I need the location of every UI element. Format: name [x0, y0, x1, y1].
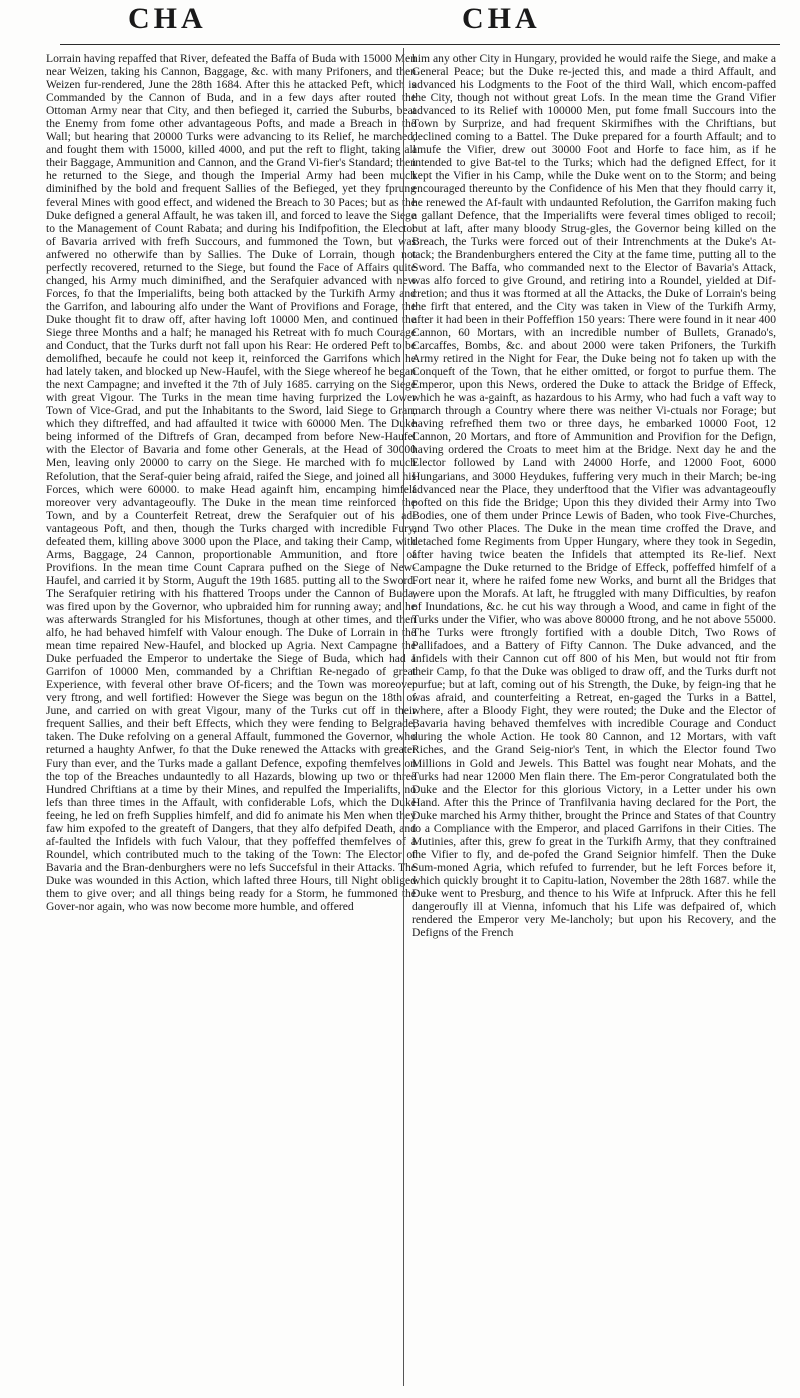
column-divider — [403, 48, 404, 1386]
running-head-left: CHA — [128, 2, 207, 35]
header-rule — [60, 44, 780, 45]
running-head-right: CHA — [462, 2, 541, 35]
left-column-text: Lorrain having repaffed that River, defeated the Baffa of Buda with 15000 Men near Weizen, taking his Cannon, Baggage, &c. with many Prifoners, and then Weizen fur-rendered, June the 28th 1684. After this he attacked Peft, which is Commanded by the Cannon of Buda, and in a few days after routed the Ottoman Army near that City, and then befieged it, carried the Suburbs, beat the Enemy from fome other advantageous Pofts, and made a Breach in the Wall; but hearing that 20000 Turks were advancing to its Relief, he marched, and fought them with 15000, killed 4000, and put the reft to flight, taking all their Baggage, Ammunition and Cannon, and the Grand Vi-fier's Standard; then he returned to the Siege, and though the Imperial Army had been much diminifhed by the bold and frequent Sallies of the Befieged, yet they fprung feveral Mines with good effect, and widened the Breach to 30 Paces; but as the Duke defigned a general Affault, he was taken ill, and forced to leave the Siege to the Management of Count Rabata; and during his Indifpofition, the Elector of Bavaria arrived with frefh Succours, and fummoned the Town, but was anfwered no otherwife than by Sallies. The Duke of Lorrain, though not perfectly recovered, returned to the Siege, but found the Face of Affairs quite changed, his Army much diminifhed, and the Serafquier advanced with new Forces, fo that the Imperialifts, being both attacked by the Turkifh Army and the Garrifon, and labouring alfo under the Want of Provifions and Forage, the Duke thought fit to draw off, after having loft 10000 Men, and continued the Siege three Months and a half; he managed his Retreat with fo much Courage and Conduct, that the Turks durft not fall upon his Rear: He ordered Peft to be demolifhed, becaufe he could not keep it, reinforced the Garrifons which he had lately taken, and blocked up New-Haufel, with the Siege whereof he began the next Campagne; and invefted it the 7th of July 1685. carrying on the Siege with great Vigour. The Turks in the mean time having furprized the Lower Town of Vice-Grad, and put the Inhabitants to the Sword, laid Siege to Gran, which they diftreffed, and had affaulted it twice with 60000 Men. The Duke being informed of the Diftrefs of Gran, decamped from before New-Haufel with the Elector of Bavaria and fome other Generals, at the Head of 30000 Men, leaving only 20000 to carry on the Siege. He marched with fo much Refolution, that the Seraf-quier being afraid, raifed the Siege, and joined all his Forces, which were 60000. to make Head againft him, encamping himfelf moreover very advantageoufly. The Duke in the mean time reinforced the Town, and by a Counterfeit Retreat, drew the Serafquier out of his ad-vantageous Poft, and then, though the Turks charged with incredible Fury, defeated them, killing above 3000 upon the Place, and taking their Camp, with Arms, Baggage, 24 Cannon, proportionable Ammunition, and ftore of Provifions. In the mean time Count Caprara pufhed on the Siege of New-Haufel, and carried it by Storm, Auguft the 19th 1685. putting all to the Sword. The Serafquier retiring with his fhattered Troops under the Cannon of Buda, was fired upon by the Governor, who upbraided him for running away; and he was afterwards Strangled for his Misfortunes, though at other times, and then alfo, he had behaved himfelf with Valour enough. The Duke of Lorrain in the mean time repaired New-Haufel, and blocked up Agria. Next Campagne the Duke perfuaded the Emperor to undertake the Siege of Buda, which had a Garrifon of 10000 Men, commanded by a Chriftian Re-negado of great Experience, with feveral other brave Of-ficers; and the Town was moreover very ftrong, and well fortified: However the Siege was begun on the 18th of June, and carried on with great Vigour, many of the Turks cut off in their frequent Sallies, and their beft Effects, which they were fending to Belgrade, taken. The Duke refolving on a general Affault, fummoned the Governor, who returned a haughty Anfwer, fo that the Duke renewed the Attacks with greater Fury than ever, and the Turks made a gallant Defence, expofing themfelves on the top of the Breaches undauntedly to all Hazards, blowing up two or three Hundred Chriftians at a time by their Mines, and repulfed the Imperialifts, no lefs than three times in the Affault, with confiderable Lofs, which the Duke feeing, he led on frefh Supplies himfelf, and did fo animate his Men when they faw him expofed to the greateft of Dangers, that they alfo defpifed Death, and af-faulted the Infidels with fuch Valour, that they poffeffed themfelves of a Roundel, which contributed much to the taking of the Town: The Elector of Bavaria and the Bran-denburghers were no lefs Succefsful in their Attacks. The Duke was wounded in this Action, which lafted three Hours, till Night obliged them to give over; and all things being ready for a Storm, he fummoned the Gover-nor again, who was now become more humble, and offered — [46, 52, 416, 914]
running-head — [0, 2, 800, 36]
right-column — [412, 52, 776, 939]
right-column-text: him any other City in Hungary, provided he would raife the Siege, and make a General Peace; but the Duke re-jected this, and made a third Affault, and advanced his Lodgments to the Foot of the third Wall, which encom-paffed the City, though not without great Lofs. In the mean time the Grand Vifier advanced to its Relief with 100000 Men, put fome fmall Succours into the Town by Surprize, and had frequent Skirmifhes with the Chriftians, but declined coming to a Battel. The Duke prepared for a fourth Affault; and to amufe the Vifier, drew out 30000 Foot and Horfe to face him, as if he intended to give Bat-tel to the Turks; which had the defigned Effect, for it kept the Vifier in his Camp, while the Duke went on to the Storm; and being encouraged thereunto by the Confidence of his Men that they fhould carry it, he renewed the Af-fault with undaunted Refolution, the Garrifon making fuch a gallant Defence, that the Imperialifts were feveral times obliged to recoil; but at laft, after many bloody Strug-gles, the Governor being killed on the Breach, the Turks were forced out of their Intrenchments at the Duke's At-tack; the Brandenburghers entered the City at the fame time, putting all to the Sword. The Baffa, who commanded next to the Elector of Bavaria's Attack, was alfo forced to give Ground, and retiring into a Roundel, yielded at Dif-cretion; and thus it was ftormed at all the Attacks, the Duke of Lorrain's being the firft that entered, and the City was taken in View of the Turkifh Army, after it had been in their Poffeffion 150 years: There were found in it near 400 Cannon, 60 Mortars, with an incredible number of Bullets, Granado's, Carcaffes, Bombs, &c. and about 2000 were taken Prifoners, the Turkifh Army retired in the Night for Fear, the Duke being not fo taken up with the Conqueft of the Town, that he either omitted, or forgot to purfue them. The Emperor, upon this News, ordered the Duke to attack the Bridge of Effeck, which he was a-gainft, as hazardous to his Army, who had fuch a vaft way to march through a Country where there was neither Vi-ctuals nor Forage; but having refrefhed them two or three days, he embarked 10000 Foot, 12 Cannon, 20 Mortars, and ftore of Ammunition and Provifion for the Defign, having ordered the Croats to meet him at the Bridge. Next day he and the Elector followed by Land with 24000 Horfe, and 12000 Foot, 6000 Hungarians, and 3000 Heydukes, fuffering very much in their March; be-ing advanced near the Place, they underftood that the Vifier was advantageoufly pofted on this fide the Bridge; Upon this they divided their Army into Two Bodies, one of them under Prince Lewis of Baden, who took Five-Churches, and Two other Places. The Duke in the mean time croffed the Drave, and detached fome Regiments from Upper Hungary, where they took in Segedin, after having twice beaten the Infidels that attempted its Re-lief. Next Campagne the Duke returned to the Bridge of Effeck, poffeffed himfelf of a Fort near it, where he raifed fome new Works, and burnt all the Bridges that were upon the Morafs. At laft, he ftruggled with many Difficulties, by reafon of Inundations, &c. he cut his way through a Wood, and came in fight of the Turks under the Vifier, who was above 80000 ftrong, and he not above 55000. The Turks were ftrongly fortified with a double Ditch, Two Rows of Pallifadoes, and a Battery of Fifty Cannon. The Duke advanced, and the Infidels with their Cannon cut off 800 of his Men, but would not ftir from their Camp, fo that the Duke was obliged to draw off, and the Turks durft not purfue; but at laft, coming out of his Strength, the Duke, by feign-ing that he was afraid, and counterfeiting a Retreat, en-gaged the Turks in a Battel, where, after a Bloody Fight, they were routed; the Duke and the Elector of Bavaria having behaved themfelves with incredible Courage and Conduct during the whole Action. He took 80 Cannon, and 12 Mortars, with vaft Riches, and the Grand Seig-nior's Tent, in which the Elector found Two Millions in Gold and Jewels. This Battel was fought near Mohats, and the Turks had near 12000 Men flain there. The Em-peror Congratulated both the Duke and the Elector for this glorious Victory, in a Letter under his own Hand. After this the Prince of Tranfilvania having declared for the Port, the Duke marched his Army thither, brought the Prince and States of that Country to a Compliance with the Emperor, and placed Garrifons in their Cities. The Mutinies, after this, grew fo great in the Turkifh Army, that they conftrained the Vifier to fly, and de-pofed the Grand Seignior himfelf. Then the Duke Sum-moned Agria, which refufed to furrender, but he left Forces before it, which quickly brought it to Capitu-lation, November the 28th 1687. while the Duke went to Presburg, and thence to his Wife at Infpruck. After this he fell dangeroufly ill at Vienna, infomuch that his Life was defpaired of, which rendered the Emperor very Me-lancholy; but upon his Recovery, and the Defigns of the French — [412, 52, 776, 940]
left-column — [46, 52, 416, 913]
